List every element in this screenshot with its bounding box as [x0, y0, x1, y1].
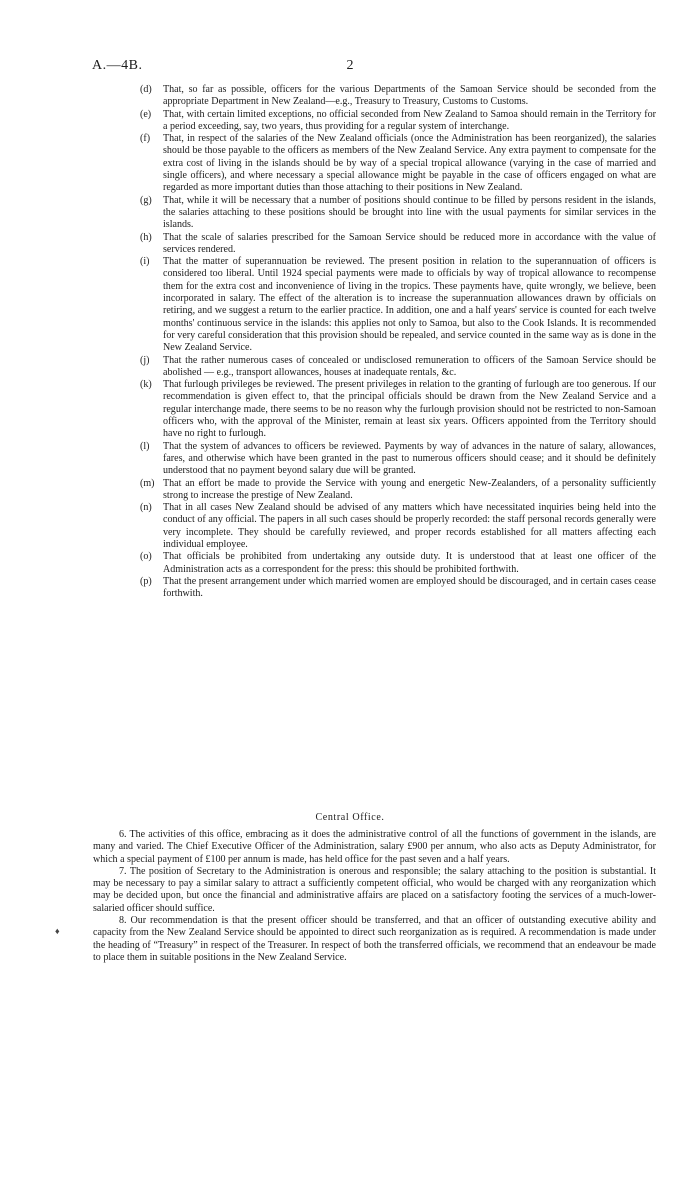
paragraph-7: 7. The position of Secretary to the Administration is onerous and responsible; the salary attaching to the position is substantial. It may be necessary to pay a similar salary to attract a sufficiently competent official, who would be charged with any reorganization which may be decided upon, but once the financial and administrative affairs are placed on a satisfactory footing the services of a much-lower-salaried officer should suffice. — [93, 865, 656, 914]
clause-label: (l) — [140, 440, 150, 452]
recommendation-i — [140, 256, 656, 354]
clause-text: That in all cases New Zealand should be advised of any matters which have necessitated inquiries being held into the conduct of any official. The papers in all such cases should be properly recorded: the staff personal records generally were very incomplete. They should be carefully reviewed, and proper records established for all matters affecting each individual employee. — [163, 502, 656, 550]
clause-label: (d) — [140, 84, 152, 95]
clause-label: (m) — [140, 477, 155, 489]
clause-text: That, while it will be necessary that a number of positions should continue to be filled by persons resident in the islands, the salaries attaching to these positions should be brought into line with the usual payments for similar services in the islands. — [163, 194, 656, 231]
clause-label: (p) — [140, 575, 152, 587]
page-header — [92, 58, 608, 78]
recommendation-h — [140, 232, 656, 257]
clause-text: That the system of advances to officers be reviewed. Payments by way of advances in the nature of salary, allowances, fares, and otherwise which have been granted in the past to numerous officers should cease; and it should be definitely understood that no payment beyond salary due will be granted. — [163, 440, 656, 477]
clause-text: That, so far as possible, officers for the various Departments of the Samoan Service should be seconded from the appropriate Department in New Zealand—e.g., Treasury to Treasury, Customs to Customs. — [163, 84, 656, 108]
page-number: 2 — [346, 58, 354, 73]
clause-label: (e) — [140, 108, 152, 120]
section-heading: Central Office. — [315, 812, 385, 823]
margin-mark-icon: ♦ — [55, 926, 60, 936]
central-office-section — [93, 829, 656, 964]
recommendation-p — [140, 576, 656, 601]
clause-label: (j) — [140, 354, 150, 366]
paragraph-8: 8. Our recommendation is that the present officer should be transferred, and that an officer of outstanding executive ability and capacity from the New Zealand Service should be appointed to direct such reorganization as is required. A recommendation is made under the heading of “Treasury” in respect of the Treasurer. In respect of both the transferred officials, we recommend that an endeavour be made to place them in suitable positions in the New Zealand Service. — [93, 915, 656, 963]
recommendation-f — [140, 133, 656, 194]
recommendation-k — [140, 379, 656, 440]
clause-label: (f) — [140, 133, 151, 145]
recommendation-o — [140, 551, 656, 576]
recommendation-e — [140, 109, 656, 134]
clause-label: (k) — [140, 379, 152, 391]
clause-text: That the present arrangement under which married women are employed should be discouraged, and in certain cases cease forthwith. — [163, 575, 656, 600]
clause-text: That the rather numerous cases of concealed or undisclosed remuneration to officers of the Samoan Service should be abolished — e.g., transport allowances, houses at inadequate rentals, &c. — [163, 354, 656, 378]
clause-label: (o) — [140, 551, 152, 563]
clause-text: That an effort be made to provide the Service with young and energetic New-Zealanders, of a personality sufficiently strong to increase the prestige of New Zealand. — [163, 477, 656, 501]
clause-text: That the matter of superannuation be reviewed. The present position in relation to the superannuation of officers is considered too liberal. Until 1924 special payments were made to officials by way of tropical allowance to recompense them for the extra cost and inconvenience of living in the tropics. These payments have, quite wrongly, we believe, been incorporated in salary. The effect of the alteration is to increase the superannuation allowances drawn by officials on retiring, and we suggest a return to the earlier practice. In addition, one and a half years' service is counted for each twelve months' continuous service in the islands: this applies not only to Samoa, but also to the Cook Islands. It is recommended for very careful consideration that this provision should be repealed, and service counted in the same way as is done in the New Zealand Service. — [163, 256, 656, 354]
recommendation-d — [140, 84, 656, 109]
recommendation-l — [140, 441, 656, 478]
recommendation-m — [140, 478, 656, 503]
clause-text: That the scale of salaries prescribed for the Samoan Service should be reduced more in accordance with the value of services rendered. — [163, 231, 656, 255]
clause-label: (i) — [140, 256, 150, 268]
clause-text: That officials be prohibited from undertaking any outside duty. It is understood that at least one officer of the Administration acts as a correspondent for the press: this should be prohibited forthwith. — [163, 551, 656, 575]
document-reference: A.—4B. — [92, 58, 143, 73]
clause-text: That furlough privileges be reviewed. The present privileges in relation to the granting of furlough are too generous. If our recommendation is given effect to, that the principal officials should be drawn from the New Zealand Service and a regular interchange made, there seems to be no reason why the furlough provision should not be restricted to non-Samoan officers who, with the approval of the Minister, remain at least six years. Officers appointed from the Territory should have no right to furlough. — [163, 379, 656, 440]
clause-label: (g) — [140, 194, 152, 206]
clause-text: That, in respect of the salaries of the New Zealand officials (once the Administration has been reorganized), the salaries should be those payable to the officers as members of the New Zealand Service. Any extra payment to compensate for the extra cost of living in the islands should be by way of a special tropical allowance (varying in the case of married and single officers), and where necessary a special allowance might be payable in the case of officers engaged on what are regarded as more important duties than those attaching to their positions in New Zealand. — [163, 133, 656, 194]
recommendation-g — [140, 195, 656, 232]
recommendation-n — [140, 502, 656, 551]
paragraph-6: 6. The activities of this office, embracing as it does the administrative control of all the functions of government in the islands, are many and varied. The Chief Executive Officer of the Administration, salary £900 per annum, who also acts as Deputy Administrator, for which a special payment of £100 per annum is made, has held office for the past seven and a half years. — [93, 829, 656, 865]
clause-label: (h) — [140, 231, 152, 243]
clause-label: (n) — [140, 502, 152, 514]
clause-text: That, with certain limited exceptions, no official seconded from New Zealand to Samoa should remain in the Territory for a period exceeding, say, two years, thus providing for a regular system of interchange. — [163, 108, 656, 132]
recommendation-j — [140, 355, 656, 380]
recommendation-list — [140, 84, 656, 600]
